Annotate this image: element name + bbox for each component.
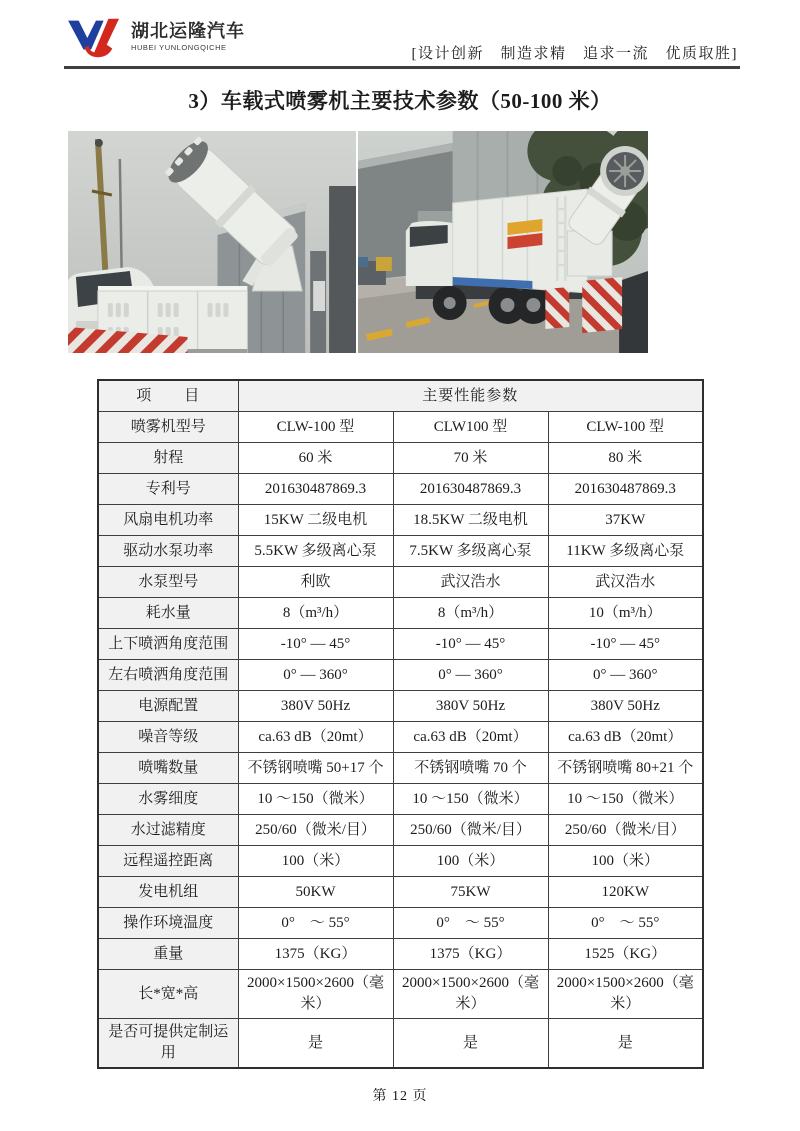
row-value: 8（m³/h） — [393, 598, 548, 629]
row-label: 喷嘴数量 — [98, 753, 238, 784]
row-value: 8（m³/h） — [238, 598, 393, 629]
row-value: 75KW — [393, 877, 548, 908]
row-value: 0° ～ 55° — [548, 908, 703, 939]
table-header-params: 主要性能参数 — [238, 380, 703, 412]
table-row — [98, 722, 703, 753]
row-label: 重量 — [98, 939, 238, 970]
row-value: 1375（KG） — [238, 939, 393, 970]
row-label: 左右喷洒角度范围 — [98, 660, 238, 691]
row-label: 水雾细度 — [98, 784, 238, 815]
row-value: 120KW — [548, 877, 703, 908]
table-row — [98, 1019, 703, 1069]
row-value: 10（m³/h） — [548, 598, 703, 629]
truck-photo-right — [358, 131, 648, 353]
row-label: 风扇电机功率 — [98, 505, 238, 536]
row-value: 不锈钢喷嘴 80+21 个 — [548, 753, 703, 784]
row-label: 长*宽*高 — [98, 970, 238, 1019]
table-row — [98, 474, 703, 505]
table-row — [98, 567, 703, 598]
row-value: 60 米 — [238, 443, 393, 474]
table-header-row — [98, 380, 703, 412]
row-value: -10° — 45° — [238, 629, 393, 660]
page-title: 3）车载式喷雾机主要技术参数（50-100 米） — [188, 89, 612, 113]
row-label: 是否可提供定制运用 — [98, 1019, 238, 1069]
row-label: 喷雾机型号 — [98, 412, 238, 443]
table-row — [98, 908, 703, 939]
table-row — [98, 629, 703, 660]
row-label: 电源配置 — [98, 691, 238, 722]
row-value: 2000×1500×2600（毫米） — [548, 970, 703, 1019]
spec-table — [97, 379, 704, 1069]
spray-truck-illustration — [358, 131, 648, 353]
company-logo — [66, 13, 245, 61]
row-value: 不锈钢喷嘴 70 个 — [393, 753, 548, 784]
brand-text — [131, 22, 245, 53]
row-value: 380V 50Hz — [548, 691, 703, 722]
header-slogan: [设计创新 制造求精 追求一流 优质取胜] — [411, 46, 738, 62]
row-label: 水泵型号 — [98, 567, 238, 598]
truck-photo-left — [68, 131, 356, 353]
row-value: 不锈钢喷嘴 50+17 个 — [238, 753, 393, 784]
row-label: 驱动水泵功率 — [98, 536, 238, 567]
row-label: 上下喷洒角度范围 — [98, 629, 238, 660]
table-row — [98, 412, 703, 443]
row-value: 0° — 360° — [548, 660, 703, 691]
row-value: 100（米） — [548, 846, 703, 877]
row-value: 37KW — [548, 505, 703, 536]
row-value: 10 ～150（微米） — [393, 784, 548, 815]
logo-mark-icon — [66, 13, 124, 61]
row-value: 380V 50Hz — [238, 691, 393, 722]
brand-name-cn: 湖北运隆汽车 — [131, 20, 245, 41]
row-value: 15KW 二级电机 — [238, 505, 393, 536]
row-value: 10 ～150（微米） — [238, 784, 393, 815]
row-value: 80 米 — [548, 443, 703, 474]
row-value: 2000×1500×2600（毫米） — [393, 970, 548, 1019]
table-row — [98, 846, 703, 877]
row-value: 1375（KG） — [393, 939, 548, 970]
row-label: 耗水量 — [98, 598, 238, 629]
table-row — [98, 598, 703, 629]
row-label: 远程遥控距离 — [98, 846, 238, 877]
row-value: 380V 50Hz — [393, 691, 548, 722]
table-row — [98, 784, 703, 815]
row-value: 武汉浩水 — [393, 567, 548, 598]
brand-name-en: HUBEI YUNLONGQICHE — [131, 43, 227, 53]
row-value: 201630487869.3 — [238, 474, 393, 505]
row-label: 水过滤精度 — [98, 815, 238, 846]
row-value: 10 ～150（微米） — [548, 784, 703, 815]
row-value: 250/60（微米/目） — [238, 815, 393, 846]
row-label: 发电机组 — [98, 877, 238, 908]
table-header-item: 项 目 — [98, 380, 238, 412]
row-value: ca.63 dB（20mt） — [393, 722, 548, 753]
fog-cannon-closeup-illustration — [68, 131, 356, 353]
row-label: 射程 — [98, 443, 238, 474]
row-value: 7.5KW 多级离心泵 — [393, 536, 548, 567]
row-value: 100（米） — [238, 846, 393, 877]
row-value: 2000×1500×2600（毫米） — [238, 970, 393, 1019]
row-value: 201630487869.3 — [548, 474, 703, 505]
table-row — [98, 877, 703, 908]
row-value: 70 米 — [393, 443, 548, 474]
row-value: ca.63 dB（20mt） — [238, 722, 393, 753]
row-value: 201630487869.3 — [393, 474, 548, 505]
row-label: 专利号 — [98, 474, 238, 505]
row-value: 5.5KW 多级离心泵 — [238, 536, 393, 567]
table-row — [98, 815, 703, 846]
product-photos — [68, 131, 648, 353]
row-value: 0° ～ 55° — [393, 908, 548, 939]
row-label: 噪音等级 — [98, 722, 238, 753]
table-row — [98, 660, 703, 691]
row-value: 50KW — [238, 877, 393, 908]
row-value: 11KW 多级离心泵 — [548, 536, 703, 567]
header-divider — [64, 66, 740, 69]
row-value: 250/60（微米/目） — [393, 815, 548, 846]
table-row — [98, 970, 703, 1019]
row-value: CLW100 型 — [393, 412, 548, 443]
row-value: ca.63 dB（20mt） — [548, 722, 703, 753]
page-footer: 第 12 页 — [372, 1089, 428, 1104]
table-row — [98, 505, 703, 536]
row-value: 是 — [238, 1019, 393, 1069]
row-value: 利欧 — [238, 567, 393, 598]
row-value: -10° — 45° — [393, 629, 548, 660]
row-value: 是 — [548, 1019, 703, 1069]
row-value: 0° — 360° — [393, 660, 548, 691]
row-value: CLW-100 型 — [238, 412, 393, 443]
table-row — [98, 939, 703, 970]
row-value: 100（米） — [393, 846, 548, 877]
table-row — [98, 691, 703, 722]
row-value: 是 — [393, 1019, 548, 1069]
row-value: 0° — 360° — [238, 660, 393, 691]
row-value: -10° — 45° — [548, 629, 703, 660]
row-value: CLW-100 型 — [548, 412, 703, 443]
page-header — [0, 0, 800, 66]
table-row — [98, 443, 703, 474]
row-value: 0° ～ 55° — [238, 908, 393, 939]
row-value: 18.5KW 二级电机 — [393, 505, 548, 536]
table-row — [98, 753, 703, 784]
row-value: 1525（KG） — [548, 939, 703, 970]
row-label: 操作环境温度 — [98, 908, 238, 939]
row-value: 武汉浩水 — [548, 567, 703, 598]
row-value: 250/60（微米/目） — [548, 815, 703, 846]
table-row — [98, 536, 703, 567]
